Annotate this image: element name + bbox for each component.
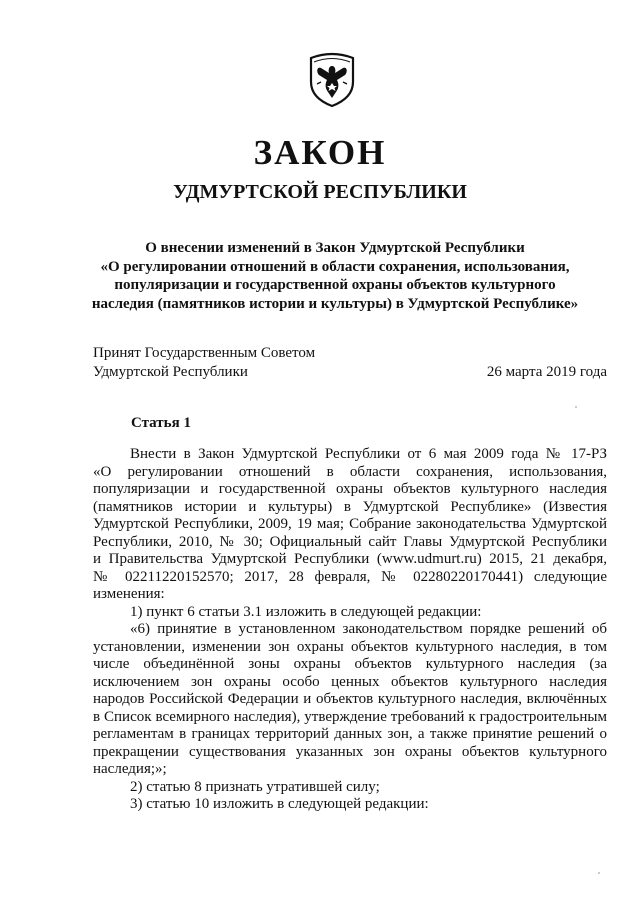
body-line: 3) статью 10 изложить в следующей редакции: <box>130 796 429 812</box>
heading-line: популяризации и государственной охраны объектов культурного <box>114 277 556 294</box>
scan-speck <box>598 872 600 874</box>
body-line: Удмуртской Республики, 2009, 19 мая; Собрание законодательства Удмуртской <box>93 516 607 532</box>
document-heading <box>70 239 600 314</box>
law-subtitle: УДМУРТСКОЙ РЕСПУБЛИКИ <box>173 181 467 203</box>
body-line: изменения: <box>93 586 165 602</box>
adoption-date: 26 марта 2019 года <box>486 364 607 380</box>
adoption-line: Принят Государственным Советом <box>93 345 316 361</box>
body-line: исключением зон охраны особо ценных объектов культурного наследия <box>93 673 607 690</box>
body-line: и Правительства Удмуртской Республики (www.udmurt.ru) 2015, 21 декабря, <box>93 551 607 567</box>
body-line: народов Российской Федерации и объектов культурного наследия, включённых <box>93 691 607 707</box>
body-line: числе объединённой зоны охраны объектов культурного наследия (за <box>93 656 607 672</box>
body-line: Республики, 2010, № 30; Официальный сайт Главы Удмуртской Республики <box>93 533 607 550</box>
heading-line: «О регулировании отношений в области сохранения, использования, <box>100 258 570 275</box>
heading-line: наследия (памятников истории и культуры) в Удмуртской Республике» <box>91 296 579 313</box>
body-line: наследия;»; <box>93 761 167 777</box>
heading-line: О внесении изменений в Закон Удмуртской Республики <box>145 240 525 256</box>
body-line: прекращении существования указанных зон охраны объектов культурного <box>93 743 607 760</box>
law-title: ЗАКОН <box>253 133 387 172</box>
body-line: «6) принятие в установленном законодательством порядке решений об <box>130 621 607 637</box>
scan-speck <box>575 406 577 408</box>
body-line: регламентам в границах территорий данных зон, а также принятие решений о <box>93 726 607 742</box>
body-line: популяризации и государственной охраны объектов культурного наследия <box>93 481 607 497</box>
article-title: Статья 1 <box>131 415 191 431</box>
body-line: Внести в Закон Удмуртской Республики от 6 мая 2009 года № 17-РЗ <box>130 446 607 462</box>
adoption-line: Удмуртской Республики <box>93 364 248 380</box>
adoption-block <box>93 344 315 382</box>
article-body <box>93 446 607 814</box>
udmurt-coat-of-arms-icon <box>307 52 357 108</box>
body-line: установлении, изменении зон охраны объектов культурного наследия, в том <box>93 638 607 655</box>
body-line: 1) пункт 6 статьи 3.1 изложить в следующей редакции: <box>130 603 482 620</box>
body-line: 2) статью 8 признать утратившей силу; <box>130 778 380 795</box>
body-line: № 02211220152570; 2017, 28 февраля, № 02280220170441) следующие <box>93 568 607 585</box>
body-line: в Список всемирного наследия), утверждение требований к градостроительным <box>93 708 607 725</box>
body-line: (памятников истории и культуры) в Удмуртской Республике» (Известия <box>93 498 607 515</box>
body-line: «О регулировании отношений в области сохранения, использования, <box>93 463 607 480</box>
